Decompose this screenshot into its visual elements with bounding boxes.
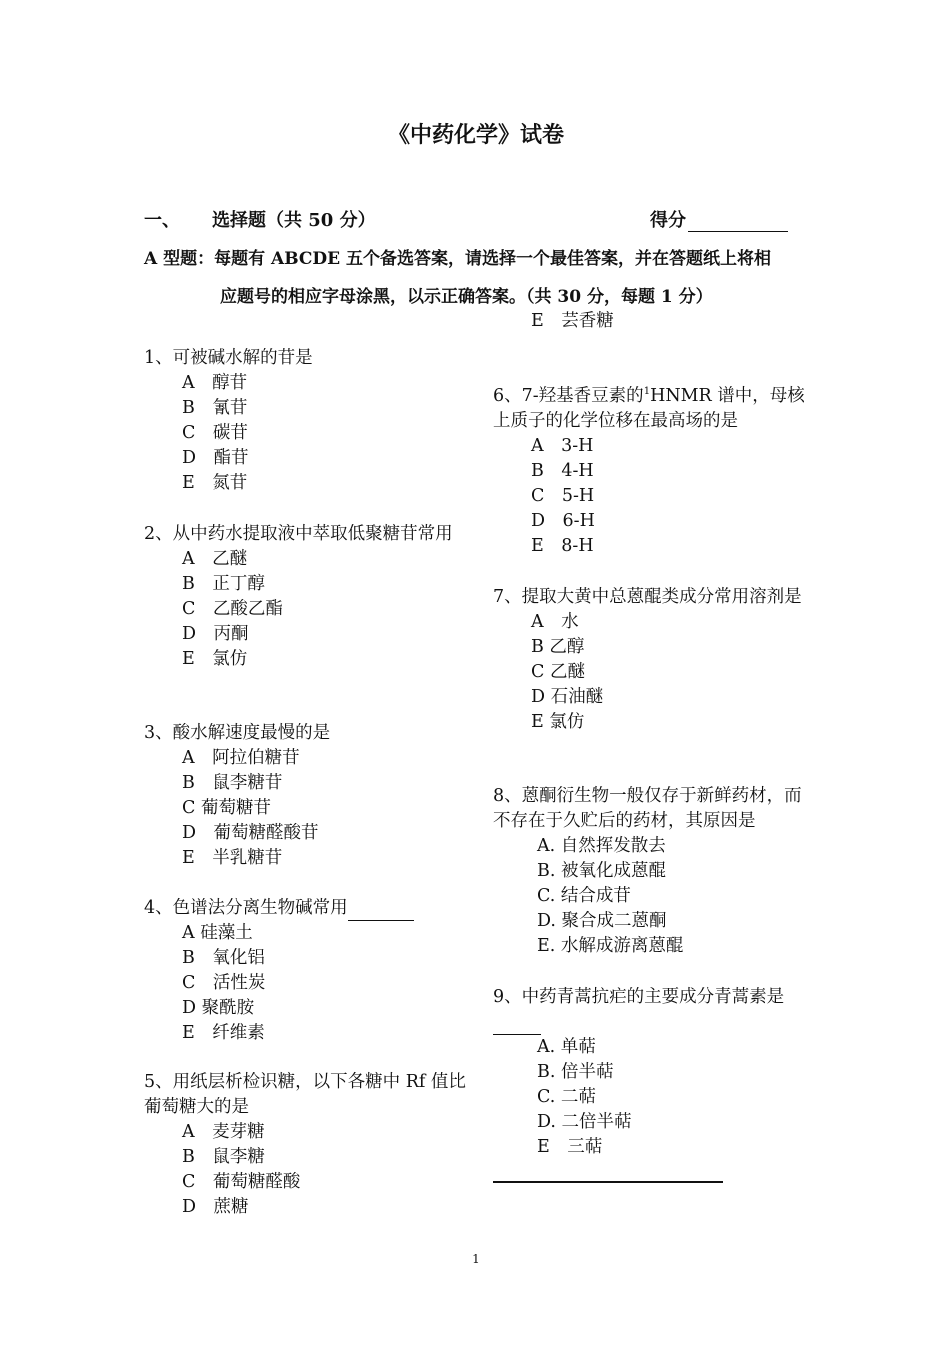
page-number: 1 bbox=[472, 1252, 480, 1266]
option-b: B. 倍半萜 bbox=[537, 1062, 614, 1082]
question-1 bbox=[144, 346, 466, 496]
question-stem bbox=[493, 384, 815, 434]
question-stem-pre: 6、7-羟基香豆素的 bbox=[493, 386, 644, 406]
option-e: E 氯仿 bbox=[531, 712, 585, 732]
option-c: C. 二萜 bbox=[537, 1087, 596, 1107]
option-c: C 5-H bbox=[531, 486, 595, 506]
question-3 bbox=[144, 721, 466, 871]
question-stem-text: 4、色谱法分离生物碱常用 bbox=[144, 898, 348, 918]
option-a: A 麦芽糖 bbox=[182, 1122, 265, 1142]
option-b: B. 被氧化成蒽醌 bbox=[537, 861, 666, 881]
question-stem: 3、酸水解速度最慢的是 bbox=[144, 723, 331, 743]
option-e: E. 水解成游离蒽醌 bbox=[537, 936, 684, 956]
option-a: A 乙醚 bbox=[182, 549, 248, 569]
option-a: A 阿拉伯糖苷 bbox=[182, 748, 300, 768]
question-6 bbox=[493, 384, 815, 559]
question-stem-post: HNMR 谱中，母核上质子的化学位移在最高场的是 bbox=[493, 386, 805, 431]
option-e: E 半乳糖苷 bbox=[182, 848, 283, 868]
option-c: C 乙酸乙酯 bbox=[182, 599, 283, 619]
answer-blank bbox=[348, 902, 414, 921]
section-header bbox=[144, 206, 794, 230]
option-e: E 氮苷 bbox=[182, 473, 248, 493]
option-a: A 水 bbox=[531, 612, 579, 632]
question-2 bbox=[144, 522, 466, 672]
question-stem: 5、用纸层析检识糖，以下各糖中 Rf 值比葡萄糖大的是 bbox=[144, 1072, 466, 1117]
option-d: D 酯苷 bbox=[182, 448, 249, 468]
section-number: 一、 bbox=[144, 210, 180, 231]
option-b: B 4-H bbox=[531, 461, 594, 481]
section-end-rule bbox=[493, 1181, 723, 1183]
question-stem: 1、可被碱水解的苷是 bbox=[144, 348, 313, 368]
instruction-line-2: 应题号的相应字母涂黑，以示正确答案。（共 30 分，每题 1 分） bbox=[220, 287, 713, 307]
score-blank bbox=[688, 211, 788, 232]
question-5 bbox=[144, 1070, 466, 1220]
question-9 bbox=[493, 985, 815, 1160]
section-title: 选择题（共 50 分） bbox=[212, 210, 376, 231]
superscript: 1 bbox=[643, 386, 651, 398]
option-c: C 活性炭 bbox=[182, 973, 266, 993]
option-e: E 芸香糖 bbox=[531, 311, 614, 331]
question-8 bbox=[493, 784, 815, 959]
question-stem: 8、蒽酮衍生物一般仅存于新鲜药材，而不存在于久贮后的药材，其原因是 bbox=[493, 786, 802, 831]
option-a: A 醇苷 bbox=[182, 373, 248, 393]
option-d: D. 二倍半萜 bbox=[537, 1112, 632, 1132]
question-stem: 9、中药青蒿抗疟的主要成分青蒿素是 bbox=[493, 987, 785, 1007]
question-stem bbox=[144, 896, 466, 921]
option-d: D. 聚合成二蒽酮 bbox=[537, 911, 667, 931]
option-d: D 蔗糖 bbox=[182, 1197, 249, 1217]
option-d: D 聚酰胺 bbox=[182, 998, 255, 1018]
option-b: B 正丁醇 bbox=[182, 574, 265, 594]
question-stem: 2、从中药水提取液中萃取低聚糖苷常用 bbox=[144, 524, 453, 544]
option-d: D 丙酮 bbox=[182, 624, 249, 644]
question-7 bbox=[493, 585, 815, 735]
answer-blank-line bbox=[493, 1010, 815, 1035]
option-e: E 8-H bbox=[531, 536, 594, 556]
score-label: 得分 bbox=[650, 210, 686, 231]
answer-blank bbox=[493, 1016, 541, 1035]
option-c: C 乙醚 bbox=[531, 662, 585, 682]
exam-title: 《中药化学》试卷 bbox=[387, 122, 564, 148]
option-d: D 葡萄糖醛酸苷 bbox=[182, 823, 319, 843]
option-b: B 鼠李糖 bbox=[182, 1147, 265, 1167]
option-c: C 葡萄糖苷 bbox=[182, 798, 271, 818]
option-c: C 葡萄糖醛酸 bbox=[182, 1172, 301, 1192]
option-a: A 硅藻土 bbox=[182, 923, 253, 943]
question-5-continued bbox=[493, 309, 815, 334]
option-e: E 三萜 bbox=[537, 1137, 603, 1157]
option-a: A. 自然挥发散去 bbox=[537, 836, 666, 856]
option-c: C 碳苷 bbox=[182, 423, 248, 443]
option-a: A. 单萜 bbox=[537, 1037, 596, 1057]
question-stem: 7、提取大黄中总蒽醌类成分常用溶剂是 bbox=[493, 587, 802, 607]
score-field bbox=[650, 206, 788, 232]
instruction-line-1: A 型题：每题有 ABCDE 五个备选答案，请选择一个最佳答案，并在答题纸上将相 bbox=[144, 249, 772, 269]
option-a: A 3-H bbox=[531, 436, 594, 456]
option-b: B 鼠李糖苷 bbox=[182, 773, 283, 793]
option-e: E 氯仿 bbox=[182, 649, 248, 669]
option-b: B 乙醇 bbox=[531, 637, 585, 657]
option-c: C. 结合成苷 bbox=[537, 886, 631, 906]
option-b: B 氰苷 bbox=[182, 398, 248, 418]
option-d: D 6-H bbox=[531, 511, 595, 531]
option-d: D 石油醚 bbox=[531, 687, 604, 707]
question-4 bbox=[144, 896, 466, 1046]
option-e: E 纤维素 bbox=[182, 1023, 265, 1043]
option-b: B 氧化铝 bbox=[182, 948, 265, 968]
